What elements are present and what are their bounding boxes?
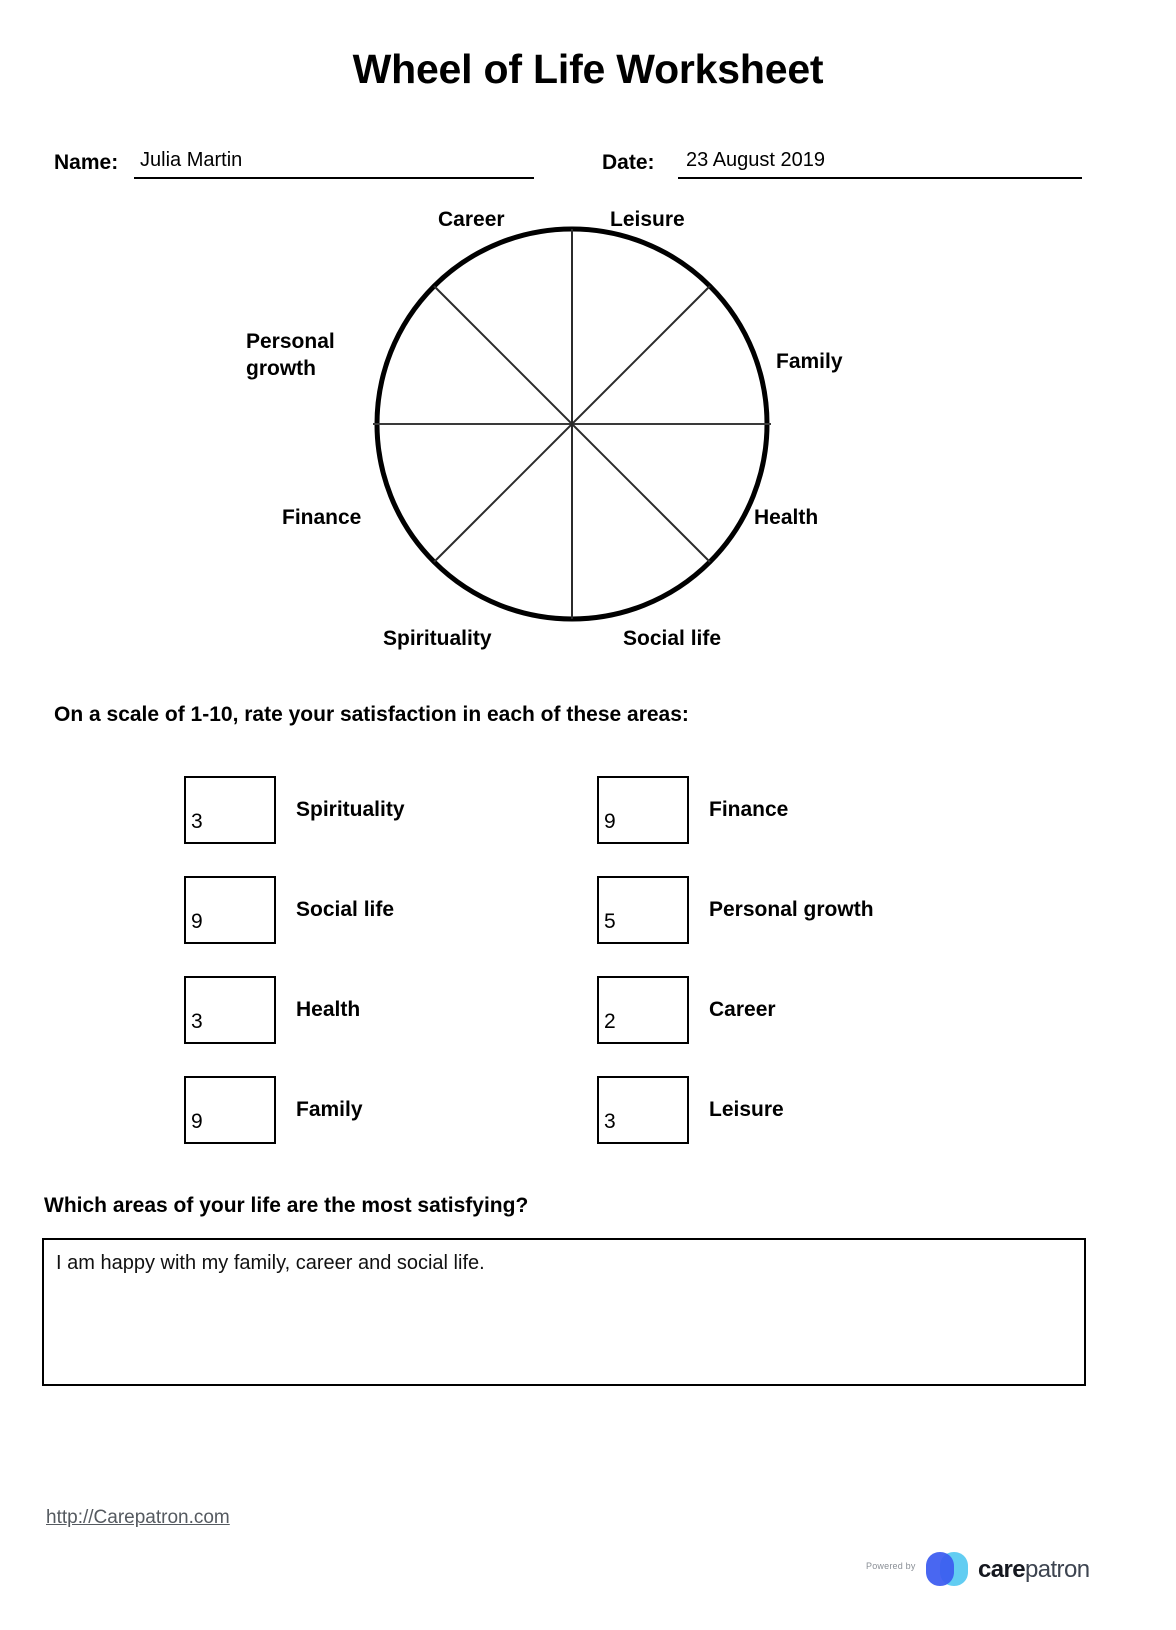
rating-row	[184, 876, 614, 946]
rating-input-personal-growth[interactable]	[597, 876, 689, 944]
rating-input-finance[interactable]	[597, 776, 689, 844]
rating-row	[597, 776, 1027, 846]
rating-label-social-life: Social life	[296, 898, 395, 921]
name-underline	[134, 177, 534, 179]
rating-row	[184, 1076, 614, 1146]
rating-value-health[interactable]: 3	[191, 1010, 203, 1033]
rating-label-finance: Finance	[709, 798, 789, 821]
rating-row	[597, 1076, 1027, 1146]
rating-label-family: Family	[296, 1098, 363, 1121]
rating-input-leisure[interactable]	[597, 1076, 689, 1144]
footer-website-link[interactable]: http://Carepatron.com	[46, 1507, 230, 1528]
answer-textarea[interactable]	[42, 1238, 1086, 1386]
wheel-label-family: Family	[776, 350, 843, 373]
rating-value-family[interactable]: 9	[191, 1110, 203, 1133]
wheel-label-social-life: Social life	[623, 627, 722, 650]
carepatron-logo-icon	[926, 1550, 970, 1588]
wheel-label-finance: Finance	[282, 506, 362, 529]
rating-input-social-life[interactable]	[184, 876, 276, 944]
rating-value-spirituality[interactable]: 3	[191, 810, 203, 833]
powered-by-label: Powered by	[866, 1561, 916, 1571]
date-field[interactable]	[602, 133, 1082, 179]
rating-label-health: Health	[296, 998, 361, 1021]
wheel-label-spirituality: Spirituality	[383, 627, 492, 650]
wheel-label-career: Career	[438, 208, 505, 231]
carepatron-wordmark	[978, 1556, 1089, 1584]
footer-brand	[866, 1548, 1096, 1592]
rating-value-social-life[interactable]: 9	[191, 910, 203, 933]
rating-value-personal-growth[interactable]: 5	[604, 910, 616, 933]
wheel-graphic	[0, 196, 1176, 666]
date-value[interactable]: 23 August 2019	[686, 149, 826, 171]
date-label: Date:	[602, 151, 655, 174]
wheel-label-personal-growth-line1: Personal	[246, 330, 335, 353]
rating-row	[597, 976, 1027, 1046]
rating-label-leisure: Leisure	[709, 1098, 784, 1121]
wheel-of-life-diagram	[0, 196, 1176, 666]
rating-row	[184, 976, 614, 1046]
rating-input-spirituality[interactable]	[184, 776, 276, 844]
carepatron-wordmark-bold: care	[978, 1556, 1025, 1583]
rating-label-career: Career	[709, 998, 776, 1021]
rating-input-career[interactable]	[597, 976, 689, 1044]
page-title: Wheel of Life Worksheet	[352, 46, 824, 92]
question-prompt: Which areas of your life are the most satisfying?	[44, 1194, 529, 1217]
wheel-label-leisure: Leisure	[610, 208, 685, 231]
wheel-label-health: Health	[754, 506, 819, 529]
wheel-label-personal-growth-line2: growth	[246, 356, 316, 380]
rating-input-health[interactable]	[184, 976, 276, 1044]
ratings-prompt: On a scale of 1-10, rate your satisfaction in each of these areas:	[54, 703, 689, 726]
rating-value-leisure[interactable]: 3	[604, 1110, 616, 1133]
name-label: Name:	[54, 151, 119, 174]
rating-input-family[interactable]	[184, 1076, 276, 1144]
answer-text[interactable]: I am happy with my family, career and social life.	[56, 1252, 485, 1274]
rating-value-finance[interactable]: 9	[604, 810, 616, 833]
rating-label-personal-growth: Personal growth	[709, 898, 874, 921]
name-field[interactable]	[54, 133, 534, 179]
wheel-label-personal-growth	[246, 329, 335, 383]
rating-label-spirituality: Spirituality	[296, 798, 405, 821]
date-underline	[678, 177, 1082, 179]
name-value[interactable]: Julia Martin	[140, 149, 243, 171]
rating-row	[184, 776, 614, 846]
rating-value-career[interactable]: 2	[604, 1010, 616, 1033]
carepatron-wordmark-light: patron	[1024, 1556, 1090, 1583]
rating-row	[597, 876, 1027, 946]
